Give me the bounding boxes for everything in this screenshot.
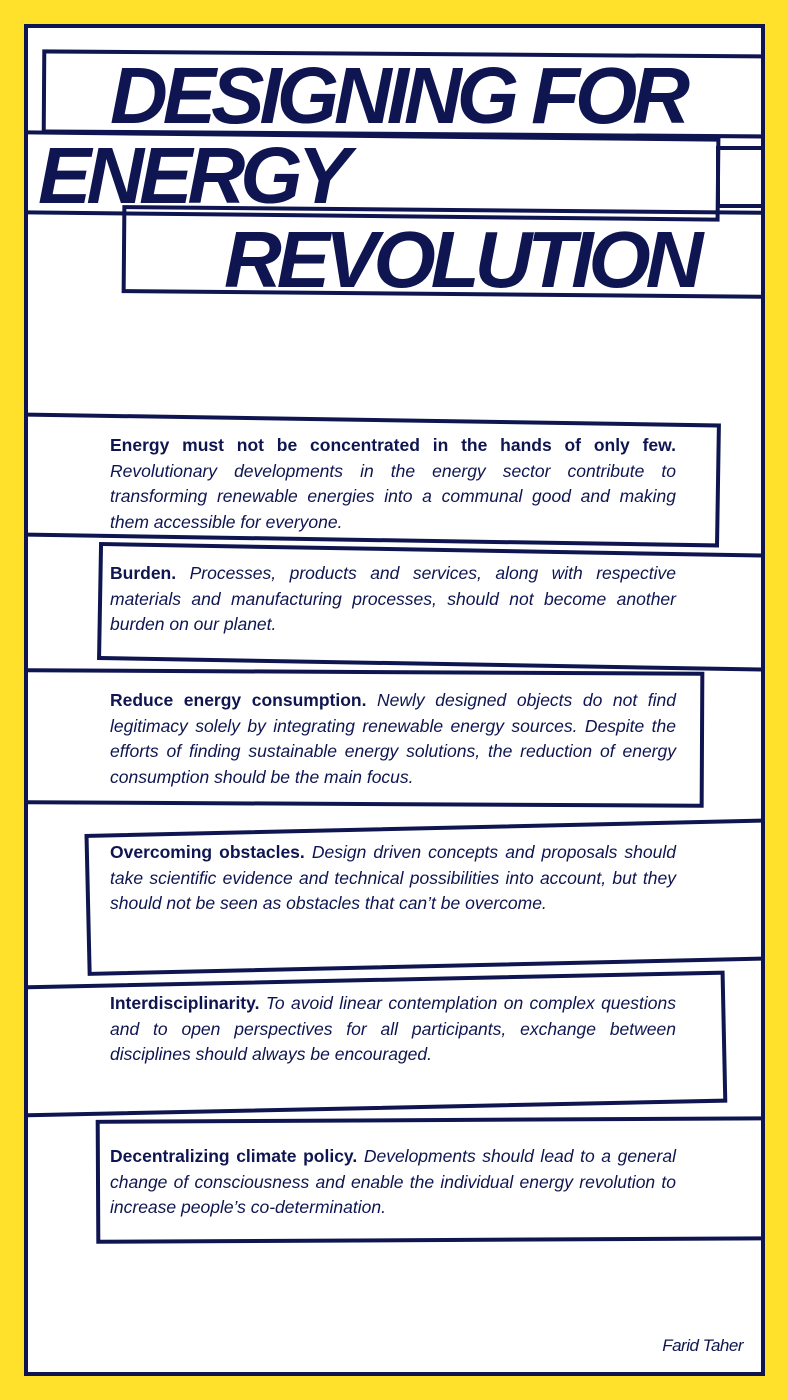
author-credit: Farid Taher xyxy=(662,1336,743,1355)
title-box-3 xyxy=(716,146,765,208)
principle-6-heading: Decentralizing climate policy. xyxy=(110,1146,358,1166)
principle-1 xyxy=(110,433,676,535)
principle-1-heading: Energy must not be concentrated in the hands of only few. xyxy=(110,435,676,455)
principle-2 xyxy=(110,561,676,638)
principle-2-text: Processes, products and services, along with respective materials and manufacturing processes, should not become another burden on our planet. xyxy=(110,563,676,634)
title-line-3: REVOLUTION xyxy=(224,215,699,304)
principle-4-text: Design driven concepts and proposals should take scientific evidence and technical possibilities into account, but they should not be seen as obstacles that can’t be overcome. xyxy=(110,842,676,913)
principle-2-heading: Burden. xyxy=(110,563,177,583)
principle-6-text: Developments should lead to a general change of consciousness and enable the individual energy revolution to increase people’s co-determination. xyxy=(110,1146,676,1217)
principle-1-text: Revolutionary developments in the energy sector contribute to transforming renewable energies into a communal good and making them accessible for everyone. xyxy=(110,460,676,532)
principle-4-heading: Overcoming obstacles. xyxy=(110,842,305,862)
principle-3-text: Newly designed objects do not find legitimacy solely by integrating renewable energy sources. Despite the efforts of finding sustainable energy solutions, the reduction of energy consumption should be the main focus. xyxy=(110,690,676,787)
principle-6 xyxy=(110,1144,676,1221)
principle-3-heading: Reduce energy consumption. xyxy=(110,690,367,710)
principle-3 xyxy=(110,688,676,790)
title-line-1: DESIGNING FOR xyxy=(110,51,686,140)
principle-5-heading: Interdisciplinarity. xyxy=(110,993,260,1013)
title-line-2: ENERGY xyxy=(38,131,346,220)
principle-4 xyxy=(110,840,676,917)
principle-5-text: To avoid linear contemplation on complex questions and to open perspectives for all participants, exchange between disciplines should always be encouraged. xyxy=(110,993,676,1064)
poster xyxy=(24,24,765,1376)
principle-5 xyxy=(110,991,676,1068)
